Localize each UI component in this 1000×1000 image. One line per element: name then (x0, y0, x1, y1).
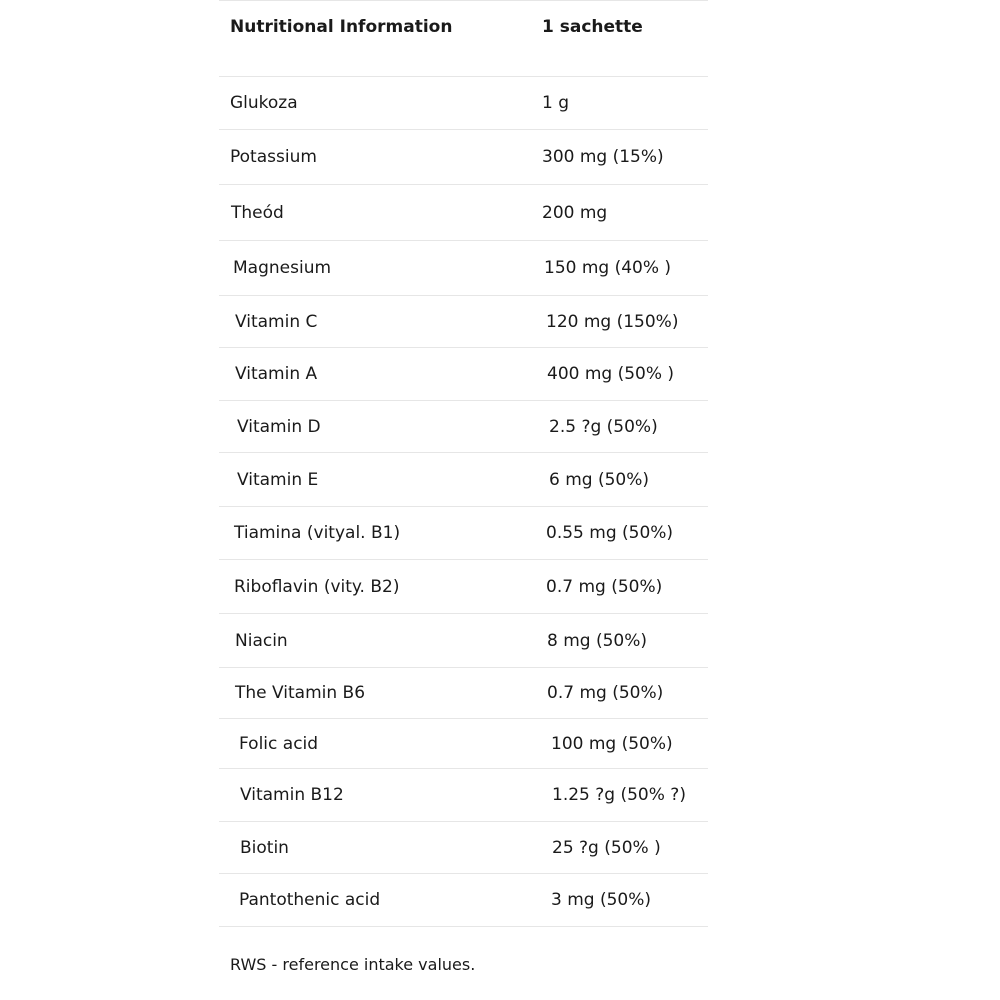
nutrient-name: Vitamin B12 (240, 785, 344, 805)
nutrient-amount: 0.7 mg (50%) (546, 576, 663, 597)
nutrient-name: Biotin (240, 837, 289, 858)
nutrient-amount: 3 mg (50%) (551, 890, 652, 910)
nutrient-amount: 0.55 mg (50%) (546, 523, 674, 543)
table-row (219, 185, 708, 241)
header-serving: 1 sachette (542, 16, 643, 37)
nutrient-amount: 2.5 ?g (50%) (549, 416, 658, 437)
nutrient-amount: 400 mg (50% ) (547, 364, 675, 384)
table-row (219, 130, 708, 185)
table-row (219, 401, 708, 453)
nutrient-amount: 6 mg (50%) (549, 469, 650, 490)
nutrient-amount: 1.25 ?g (50% ?) (552, 785, 686, 805)
table-row (219, 560, 708, 614)
nutrient-name: Glukoza (230, 93, 298, 113)
table-row (219, 241, 708, 296)
table-row (219, 719, 708, 769)
nutrient-amount: 8 mg (50%) (547, 630, 648, 651)
table-row (219, 614, 708, 668)
header-nutrient: Nutritional Information (230, 16, 453, 37)
table-row (219, 507, 708, 560)
table-row (219, 668, 708, 719)
nutrient-amount: 120 mg (150%) (546, 311, 679, 332)
nutrient-name: Tiamina (vityal. B1) (234, 523, 401, 543)
nutrient-amount: 25 ?g (50% ) (552, 837, 661, 858)
nutrient-name: Magnesium (233, 258, 332, 278)
table-row (219, 77, 708, 130)
nutrient-name: Vitamin D (237, 416, 321, 437)
nutrient-amount: 100 mg (50%) (551, 733, 673, 754)
nutrient-name: Niacin (235, 630, 288, 651)
nutrition-table (219, 0, 708, 927)
nutrient-amount: 300 mg (15%) (542, 147, 664, 167)
table-row (219, 453, 708, 507)
nutrient-name: The Vitamin B6 (235, 683, 366, 703)
table-header-row (219, 1, 708, 77)
table-row (219, 348, 708, 401)
nutrient-name: Vitamin C (235, 311, 318, 332)
nutrient-amount: 200 mg (542, 202, 608, 223)
nutrient-name: Folic acid (239, 733, 319, 754)
table-row (219, 822, 708, 874)
nutrient-name: Vitamin A (235, 364, 318, 384)
nutrient-name: Potassium (230, 147, 317, 167)
table-row (219, 769, 708, 822)
nutrient-name: Theód (231, 202, 284, 223)
table-body (219, 77, 708, 927)
table-row (219, 874, 708, 927)
footnote: RWS - reference intake values. (230, 955, 476, 974)
nutrient-amount: 1 g (542, 93, 570, 113)
nutrient-name: Vitamin E (237, 469, 319, 490)
nutrient-name: Pantothenic acid (239, 890, 381, 910)
nutrient-name: Riboflavin (vity. B2) (234, 576, 400, 597)
nutrient-amount: 150 mg (40% ) (544, 258, 672, 278)
nutrient-amount: 0.7 mg (50%) (547, 683, 664, 703)
table-row (219, 296, 708, 348)
